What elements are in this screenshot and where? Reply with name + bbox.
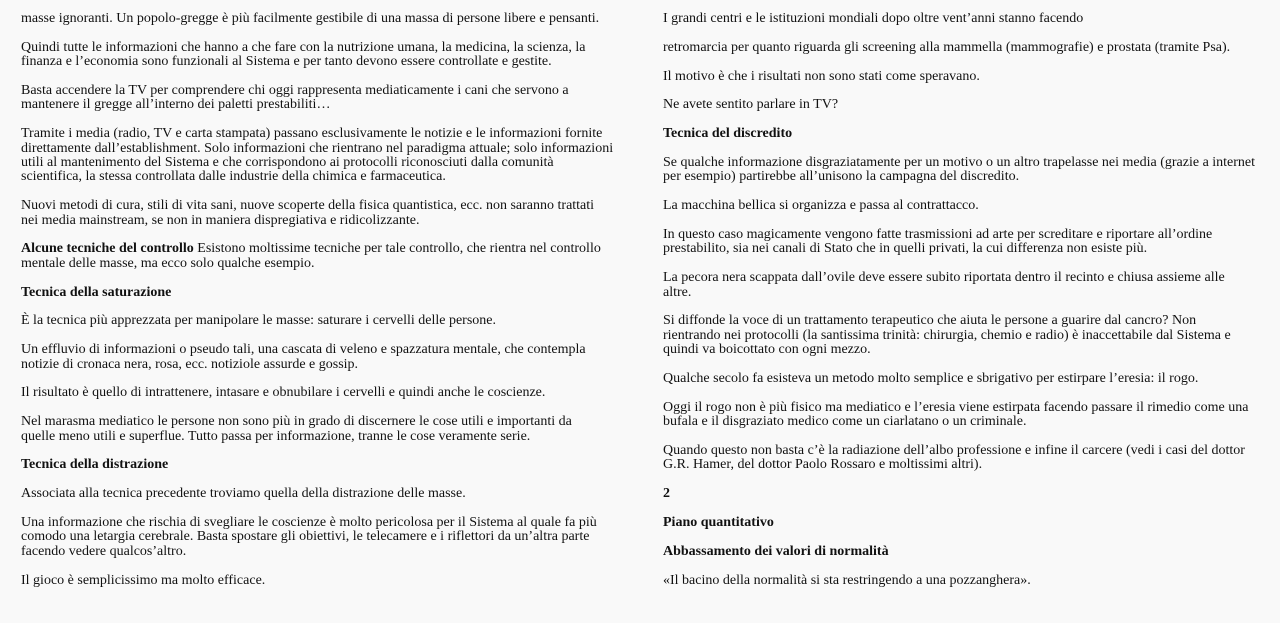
section-heading — [663, 487, 1273, 501]
paragraph — [663, 12, 1273, 26]
text-line: «Il bacino della normalità si sta restringendo a una pozzanghera». — [663, 572, 1031, 588]
text-line: Il risultato è quello di intrattenere, intasare e obnubilare i cervelli e quindi anche le coscienze. — [21, 385, 546, 401]
text-line: mantenere il gregge all’interno dei paletti prestabiliti… — [21, 97, 331, 113]
heading-text: Piano quantitativo — [663, 515, 774, 530]
text-line: utili al mantenimento del Sistema e che corrispondono ai protocolli riconosciuti dalla comunità — [21, 155, 554, 171]
text-line: Il gioco è semplicissimo ma molto efficace. — [21, 572, 266, 588]
paragraph — [663, 372, 1273, 386]
text-line: notizie di cronaca nera, rosa, ecc. notiziole assurde e gossip. — [21, 356, 359, 372]
paragraph — [663, 98, 1273, 112]
right-column — [663, 12, 1273, 602]
paragraph — [21, 516, 631, 559]
bold-lead: Alcune tecniche del controllo — [21, 241, 194, 257]
text-line: Ne avete sentito parlare in TV? — [663, 97, 839, 113]
paragraph — [663, 228, 1273, 257]
text-line: per esempio) partirebbe all’unisono la campagna del discredito. — [663, 169, 1020, 185]
heading-text: Tecnica della saturazione — [21, 284, 172, 300]
text-line: Oggi il rogo non è più fisico ma mediatico e l’eresia viene estirpata facendo passare il rimedio come una — [663, 399, 1249, 415]
text-line: Quindi tutte le informazioni che hanno a che fare con la nutrizione umana, la medicina, la scienza, la — [21, 39, 586, 55]
paragraph — [21, 314, 631, 328]
text-line: Quando questo non basta c’è la radiazione dell’albo professione e infine il carcere (vedi i casi del dottor — [663, 443, 1245, 458]
heading-text: Tecnica del discredito — [663, 126, 793, 142]
text-line: Nel marasma mediatico le persone non sono più in grado di discernere le cose utili e importanti da — [21, 414, 572, 430]
paragraph — [663, 199, 1273, 213]
paragraph — [663, 271, 1273, 300]
text-line: facendo vedere qualcos’altro. — [21, 543, 187, 559]
text-line: Se qualche informazione disgraziatamente per un motivo o un altro trapelasse nei media (grazie a internet — [663, 154, 1256, 170]
text-line: direttamente dall’establishment. Solo informazioni che rientrano nel paradigma attuale; solo informazioni — [21, 140, 614, 156]
section-heading — [663, 127, 1273, 141]
heading-text: Tecnica della distrazione — [21, 457, 169, 473]
paragraph — [21, 12, 631, 26]
text-line: La pecora nera scappata dall’ovile deve essere subito riportata dentro il recinto e chiusa assieme alle — [663, 270, 1225, 286]
text-line: Si diffonde la voce di un trattamento terapeutico che aiuta le persone a guarire dal cancro? Non — [663, 313, 1197, 329]
paragraph — [663, 156, 1273, 185]
text-line: Un effluvio di informazioni o pseudo tali, una cascata di veleno e spazzatura mentale, che contempla — [21, 342, 586, 358]
paragraph — [663, 70, 1273, 84]
text-line: altre. — [663, 284, 692, 300]
paragraph — [21, 199, 631, 228]
text-line: finanza e l’economia sono funzionali al Sistema e per tanto devono essere controllate e gestite. — [21, 54, 552, 70]
text-line: scientifica, la stessa controllata dalle industrie della chimica e farmaceutica. — [21, 169, 446, 185]
paragraph — [21, 386, 631, 400]
paragraph — [21, 41, 631, 70]
text-line: La macchina bellica si organizza e passa al contrattacco. — [663, 198, 979, 214]
paragraph — [21, 242, 631, 271]
paragraph — [663, 41, 1273, 55]
text-line: I grandi centri e le istituzioni mondiali dopo oltre vent’anni stanno facendo — [663, 11, 1084, 26]
paragraph — [663, 574, 1273, 588]
line-text: Esistono moltissime tecniche per tale controllo, che rientra nel controllo — [193, 241, 601, 257]
section-heading — [663, 545, 1273, 559]
paragraph — [663, 444, 1273, 473]
text-line: quelle meno utili e superflue. Tutto passa per informazione, tranne le cose veramente serie. — [21, 428, 531, 444]
text-line: prestabilito, sia nei canali di Stato che in quelli privati, la cui differenza non esiste più. — [663, 241, 1148, 257]
text-line: Il motivo è che i risultati non sono stati come speravano. — [663, 68, 980, 84]
text-line: nei media mainstream, se non in maniera dispregiativa e ridicolizzante. — [21, 212, 420, 228]
text-line: Nuovi metodi di cura, stili di vita sani, nuove scoperte della fisica quantistica, ecc. non saranno trattati — [21, 198, 595, 214]
paragraph — [21, 343, 631, 372]
paragraph — [21, 487, 631, 501]
section-heading — [21, 458, 631, 472]
text-line: Associata alla tecnica precedente troviamo quella della distrazione delle masse. — [21, 486, 466, 502]
text-line: Qualche secolo fa esisteva un metodo molto semplice e sbrigativo per estirpare l’eresia: il rogo. — [663, 371, 1199, 386]
paragraph — [663, 314, 1273, 357]
text-line: Una informazione che rischia di svegliare le coscienze è molto pericolosa per il Sistema al quale fa più — [21, 515, 597, 531]
text-line — [21, 242, 631, 256]
heading-text: 2 — [663, 486, 670, 502]
left-column — [21, 12, 631, 602]
text-line: quindi va boicottato con ogni mezzo. — [663, 342, 871, 358]
text-line: G.R. Hamer, del dottor Paolo Rossaro e moltissimi altri). — [663, 457, 983, 473]
text-line: comodo una letargia cerebrale. Basta spostare gli obiettivi, le telecamere e i riflettori da un’altra parte — [21, 529, 590, 545]
section-heading — [21, 286, 631, 300]
text-line: rientrando nei protocolli (la santissima trinità: chirurgia, chemio e radio) è inaccettabile dal Sistema e — [663, 327, 1231, 343]
paragraph — [21, 127, 631, 185]
heading-text: Abbassamento dei valori di normalità — [663, 543, 889, 559]
text-line: retromarcia per quanto riguarda gli screening alla mammella (mammografie) e prostata (tramite Psa). — [663, 39, 1231, 55]
text-line: masse ignoranti. Un popolo-gregge è più facilmente gestibile di una massa di persone libere e pensanti. — [21, 11, 600, 26]
text-line: In questo caso magicamente vengono fatte trasmissioni ad arte per screditare e riportare all’ordine — [663, 226, 1213, 242]
section-heading — [663, 516, 1273, 530]
text-line: bufala e il disgraziato medico come un ciarlatano o un criminale. — [663, 414, 1027, 430]
paragraph — [21, 84, 631, 113]
paragraph — [21, 574, 631, 588]
paragraph — [21, 415, 631, 444]
text-line: Basta accendere la TV per comprendere chi oggi rappresenta mediaticamente i cani che servono a — [21, 83, 569, 98]
paragraph — [663, 401, 1273, 430]
text-line: Tramite i media (radio, TV e carta stampata) passano esclusivamente le notizie e le informazioni fornite — [21, 126, 603, 142]
text-line: È la tecnica più apprezzata per manipolare le masse: saturare i cervelli delle persone. — [21, 313, 496, 329]
text-line: mentale delle masse, ma ecco solo qualche esempio. — [21, 255, 315, 271]
